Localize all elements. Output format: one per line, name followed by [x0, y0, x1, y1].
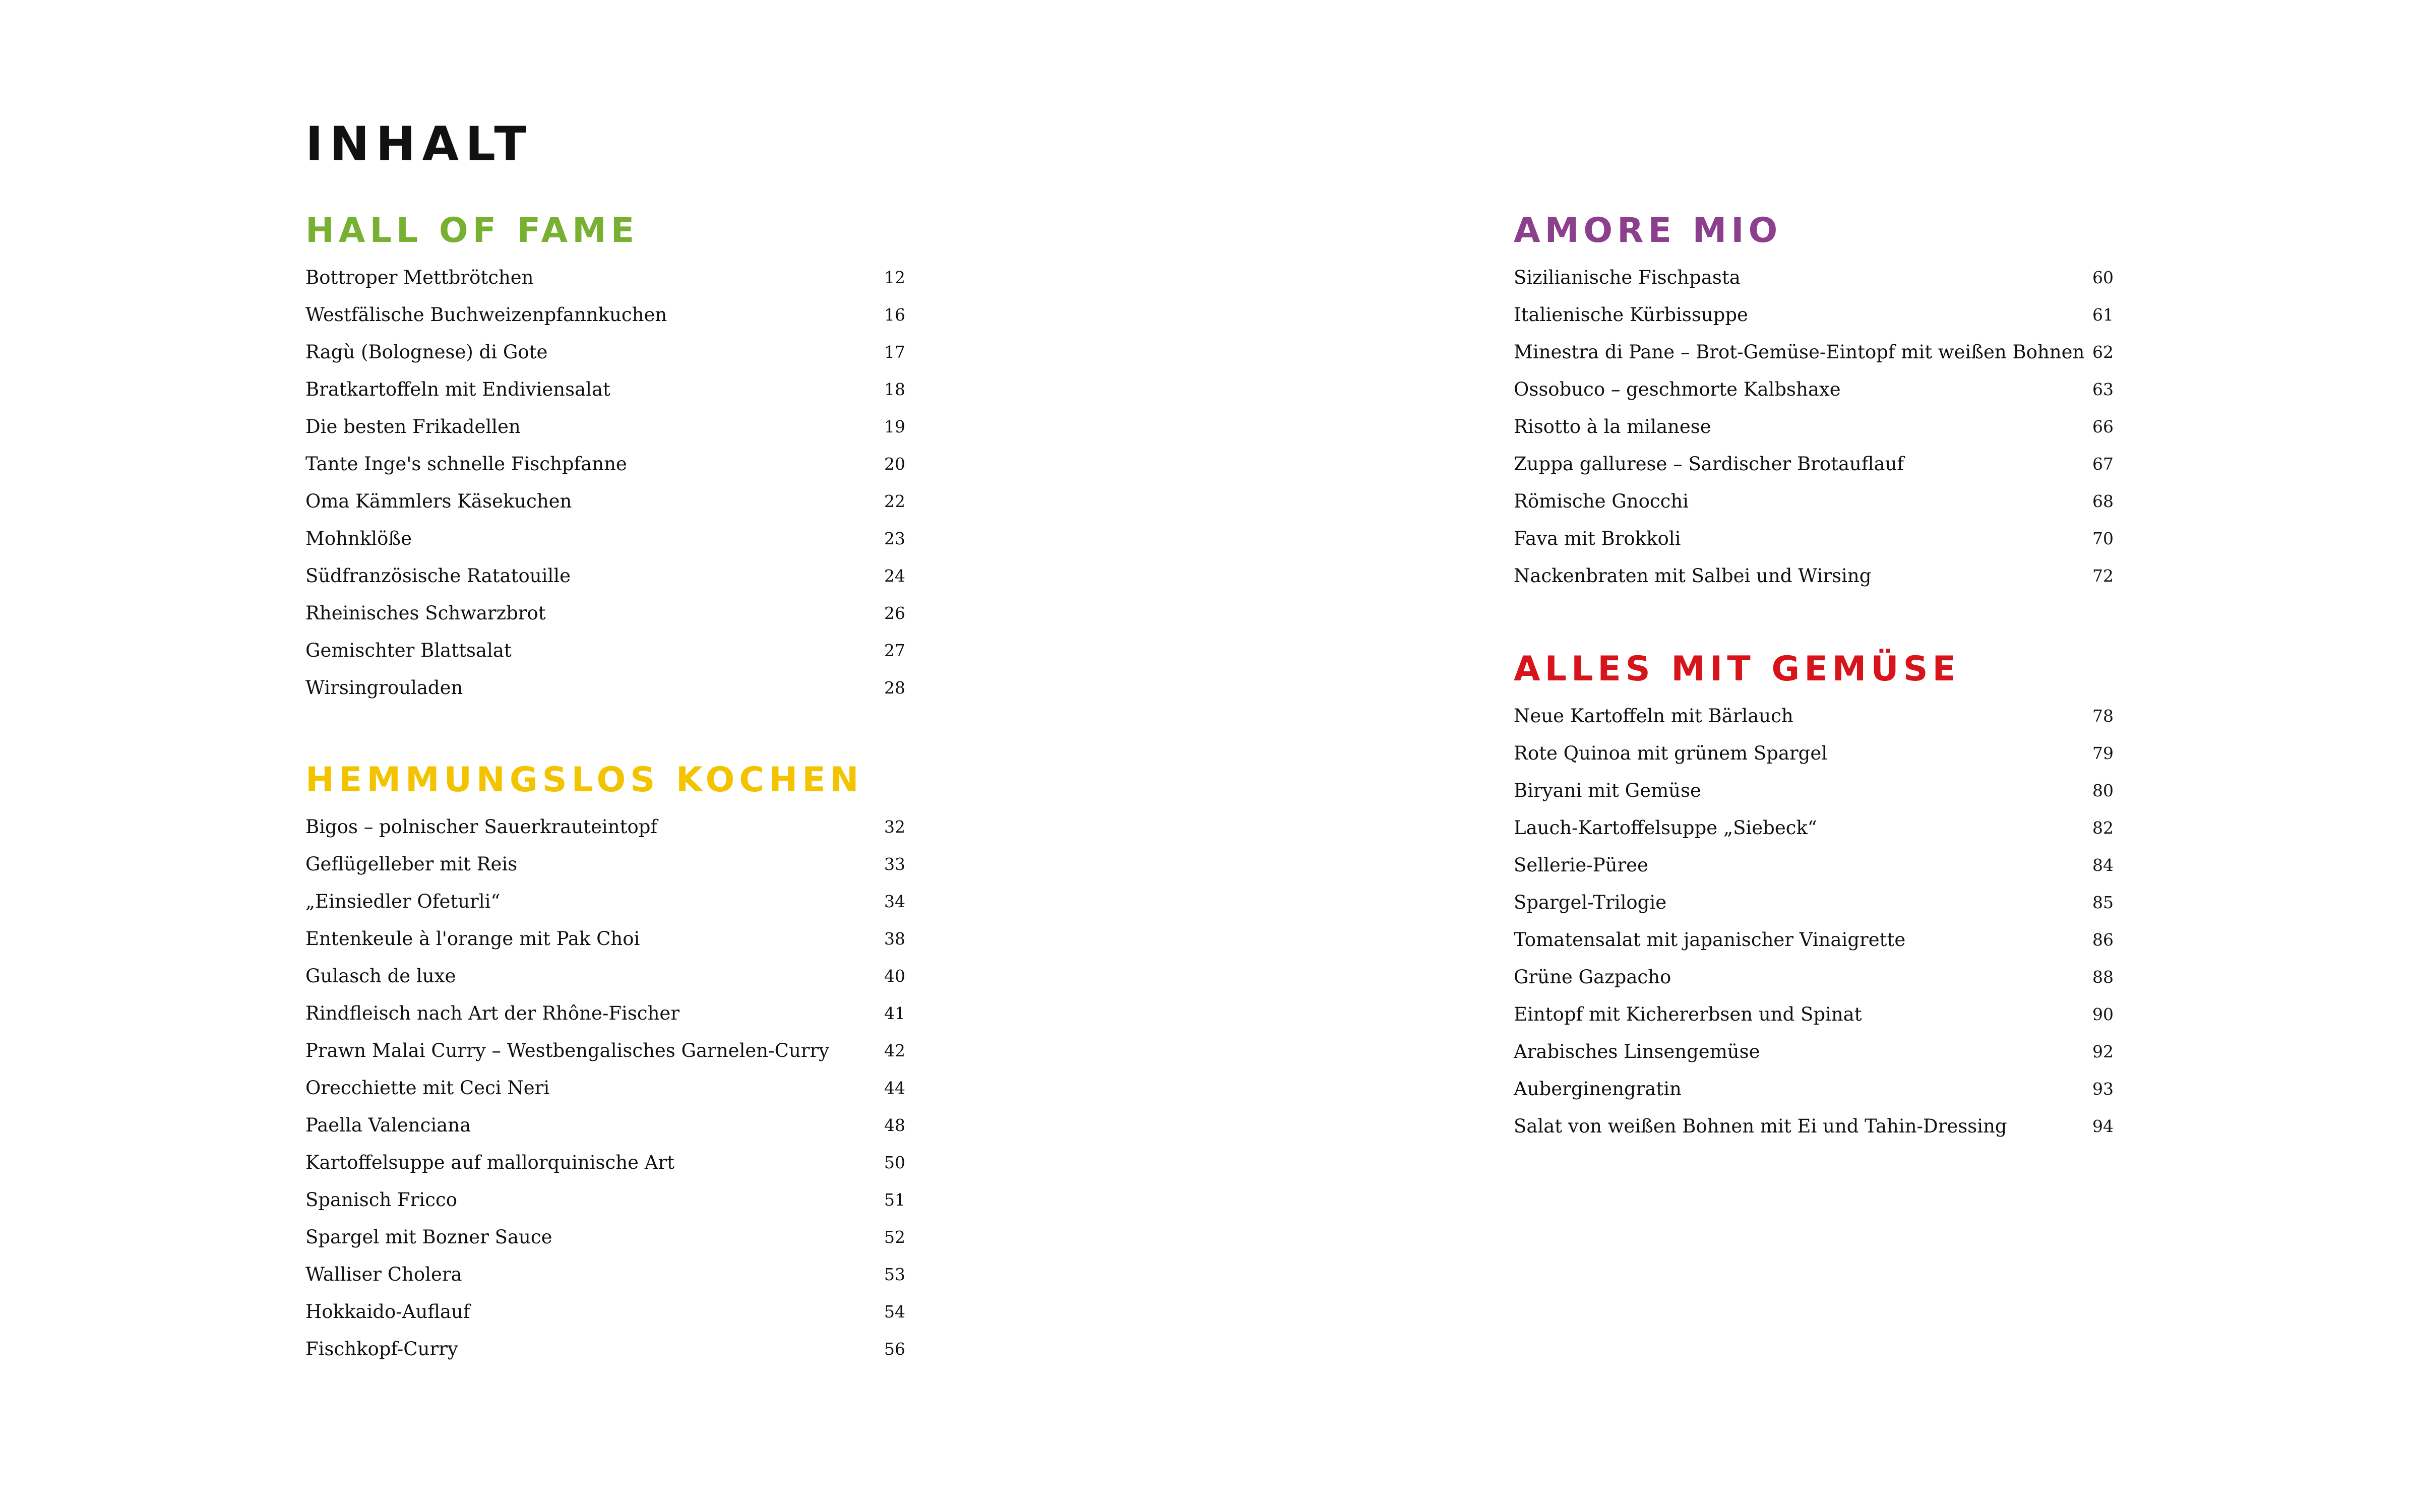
toc-item-title: Geflügelleber mit Reis: [305, 853, 518, 875]
toc-item-title: Orecchiette mit Ceci Neri: [305, 1077, 550, 1099]
toc-item: [305, 557, 905, 595]
toc-item-title: Lauch-Kartoffelsuppe „Siebeck“: [1514, 817, 1817, 839]
toc-item-page-number: 12: [884, 268, 905, 287]
toc-item-page-number: 85: [2092, 893, 2114, 912]
toc-item-title: Hokkaido-Auflauf: [305, 1301, 470, 1322]
toc-item-title: Grüne Gazpacho: [1514, 966, 1671, 988]
toc-item: [305, 883, 905, 920]
toc-item-title: Wirsingrouladen: [305, 677, 463, 699]
toc-item-page-number: 86: [2092, 930, 2114, 950]
toc-item: [305, 1181, 905, 1219]
toc-item-title: Bigos – polnischer Sauerkrauteintopf: [305, 816, 658, 838]
toc-item-page-number: 54: [884, 1302, 905, 1321]
toc-item-title: Salat von weißen Bohnen mit Ei und Tahin-Dressing: [1514, 1115, 2007, 1137]
toc-item-title: Arabisches Linsengemüse: [1514, 1041, 1760, 1062]
toc-item-title: Spanisch Fricco: [305, 1189, 457, 1211]
toc-item: [305, 920, 905, 958]
section-title: AMORE MIO: [1514, 211, 1782, 250]
toc-list: [1514, 698, 2114, 1145]
toc-item: [305, 1069, 905, 1107]
toc-item-page-number: 19: [884, 417, 905, 436]
toc-item-title: Mohnklöße: [305, 528, 412, 549]
toc-item-page-number: 90: [2092, 1004, 2114, 1024]
toc-item-title: Ossobuco – geschmorte Kalbshaxe: [1514, 379, 1841, 400]
toc-item: [305, 632, 905, 669]
toc-item: [1514, 809, 2114, 847]
toc-item: [1514, 371, 2114, 408]
toc-item-page-number: 53: [884, 1265, 905, 1284]
toc-item: [1514, 1070, 2114, 1108]
toc-item-page-number: 51: [884, 1190, 905, 1210]
toc-item-title: Risotto à la milanese: [1514, 416, 1711, 437]
toc-item-page-number: 34: [884, 892, 905, 911]
toc-item-page-number: 82: [2092, 818, 2114, 838]
toc-item-page-number: 52: [884, 1227, 905, 1247]
toc-item: [1514, 698, 2114, 735]
toc-item: [1514, 446, 2114, 483]
toc-item: [305, 1219, 905, 1256]
toc-item-title: Walliser Cholera: [305, 1264, 462, 1285]
toc-item-page-number: 26: [884, 603, 905, 623]
section-alles-mit-gemuese: [1514, 649, 2114, 1145]
toc-item-page-number: 22: [884, 491, 905, 511]
toc-item-page-number: 61: [2092, 305, 2114, 325]
toc-item-title: Tante Inge's schnelle Fischpfanne: [305, 453, 627, 475]
toc-item-page-number: 80: [2092, 781, 2114, 800]
section-amore-mio: [1514, 211, 2114, 595]
toc-item-page-number: 18: [884, 380, 905, 399]
toc-item-title: Sellerie-Püree: [1514, 854, 1648, 876]
toc-item: [305, 483, 905, 520]
toc-item: [1514, 847, 2114, 884]
toc-item-page-number: 94: [2092, 1116, 2114, 1136]
toc-item-title: Neue Kartoffeln mit Bärlauch: [1514, 705, 1793, 727]
toc-item-page-number: 42: [884, 1041, 905, 1060]
toc-item: [305, 446, 905, 483]
toc-item: [1514, 296, 2114, 334]
toc-item-page-number: 50: [884, 1153, 905, 1172]
toc-item-title: Bottroper Mettbrötchen: [305, 267, 534, 288]
toc-item-page-number: 70: [2092, 529, 2114, 548]
toc-item-title: Prawn Malai Curry – Westbengalisches Garnelen-Curry: [305, 1040, 830, 1061]
toc-item: [1514, 1108, 2114, 1145]
toc-item-page-number: 72: [2092, 566, 2114, 586]
toc-item-page-number: 32: [884, 817, 905, 837]
page-title: INHALT: [305, 117, 533, 172]
toc-item: [1514, 959, 2114, 996]
toc-item-title: Oma Kämmlers Käsekuchen: [305, 490, 572, 512]
toc-item-title: Biryani mit Gemüse: [1514, 780, 1701, 801]
toc-item-page-number: 60: [2092, 268, 2114, 287]
toc-list: [305, 808, 905, 1368]
toc-item: [305, 1256, 905, 1293]
toc-item: [305, 846, 905, 883]
toc-item-title: Entenkeule à l'orange mit Pak Choi: [305, 928, 640, 950]
toc-item: [305, 958, 905, 995]
toc-item-page-number: 44: [884, 1078, 905, 1098]
toc-item-title: Südfranzösische Ratatouille: [305, 565, 571, 587]
toc-item-title: Gemischter Blattsalat: [305, 640, 512, 661]
toc-item-page-number: 68: [2092, 491, 2114, 511]
toc-list: [305, 259, 905, 707]
toc-item-page-number: 24: [884, 566, 905, 586]
toc-item: [1514, 408, 2114, 446]
toc-item: [1514, 772, 2114, 809]
toc-item: [305, 259, 905, 296]
toc-item-page-number: 56: [884, 1339, 905, 1359]
toc-item-page-number: 17: [884, 342, 905, 362]
toc-item-title: Fischkopf-Curry: [305, 1338, 458, 1360]
toc-item: [305, 371, 905, 408]
toc-item: [305, 669, 905, 707]
toc-item-title: Spargel mit Bozner Sauce: [305, 1226, 552, 1248]
toc-item: [305, 408, 905, 446]
toc-item: [305, 1331, 905, 1368]
toc-item-page-number: 40: [884, 966, 905, 986]
toc-item-page-number: 48: [884, 1115, 905, 1135]
toc-item: [1514, 259, 2114, 296]
toc-item-page-number: 93: [2092, 1079, 2114, 1099]
section-hall-of-fame: [305, 211, 905, 707]
toc-item-page-number: 79: [2092, 743, 2114, 763]
toc-item-page-number: 84: [2092, 855, 2114, 875]
toc-item-page-number: 23: [884, 529, 905, 548]
toc-item: [1514, 735, 2114, 772]
toc-item-page-number: 20: [884, 454, 905, 474]
section-title: HEMMUNGSLOS KOCHEN: [305, 760, 863, 800]
toc-item: [305, 995, 905, 1032]
toc-item: [1514, 520, 2114, 557]
toc-item-title: Nackenbraten mit Salbei und Wirsing: [1514, 565, 1872, 587]
toc-item-title: Die besten Frikadellen: [305, 416, 521, 437]
toc-item-page-number: 67: [2092, 454, 2114, 474]
toc-item-title: Bratkartoffeln mit Endiviensalat: [305, 379, 610, 400]
toc-item-page-number: 66: [2092, 417, 2114, 436]
toc-item: [1514, 996, 2114, 1033]
toc-item-title: Tomatensalat mit japanischer Vinaigrette: [1514, 929, 1906, 951]
toc-item: [305, 808, 905, 846]
toc-list: [1514, 259, 2114, 595]
toc-item-title: Kartoffelsuppe auf mallorquinische Art: [305, 1152, 674, 1173]
toc-item-page-number: 33: [884, 854, 905, 874]
toc-item-page-number: 27: [884, 641, 905, 660]
toc-item-title: Westfälische Buchweizenpfannkuchen: [305, 304, 667, 326]
toc-item-title: Sizilianische Fischpasta: [1514, 267, 1741, 288]
toc-item-title: Spargel-Trilogie: [1514, 892, 1667, 913]
toc-item: [1514, 1033, 2114, 1070]
toc-item-title: Zuppa gallurese – Sardischer Brotauflauf: [1514, 453, 1904, 475]
toc-item: [1514, 334, 2114, 371]
toc-item-page-number: 28: [884, 678, 905, 698]
toc-item-title: Rote Quinoa mit grünem Spargel: [1514, 742, 1828, 764]
toc-item: [305, 520, 905, 557]
toc-item: [305, 1107, 905, 1144]
toc-item-page-number: 92: [2092, 1042, 2114, 1061]
toc-item-title: Auberginengratin: [1514, 1078, 1682, 1100]
section-hemmungslos-kochen: [305, 760, 905, 1368]
toc-item-page-number: 16: [884, 305, 905, 325]
toc-item-title: Ragù (Bolognese) di Gote: [305, 341, 548, 363]
toc-item-title: Eintopf mit Kichererbsen und Spinat: [1514, 1003, 1862, 1025]
toc-item: [305, 1293, 905, 1331]
toc-item-title: „Einsiedler Ofeturli“: [305, 891, 501, 912]
toc-item: [1514, 921, 2114, 959]
toc-item: [305, 595, 905, 632]
toc-item-page-number: 78: [2092, 706, 2114, 726]
section-title: ALLES MIT GEMÜSE: [1514, 649, 1960, 689]
toc-item-page-number: 63: [2092, 380, 2114, 399]
toc-item-title: Minestra di Pane – Brot-Gemüse-Eintopf mit weißen Bohnen: [1514, 341, 2085, 363]
toc-item-title: Italienische Kürbissuppe: [1514, 304, 1748, 326]
toc-item-title: Rheinisches Schwarzbrot: [305, 602, 546, 624]
toc-item: [1514, 483, 2114, 520]
section-title: HALL OF FAME: [305, 211, 639, 250]
toc-item-page-number: 88: [2092, 967, 2114, 987]
toc-item-page-number: 38: [884, 929, 905, 949]
toc-item-title: Paella Valenciana: [305, 1114, 471, 1136]
toc-item: [305, 1032, 905, 1069]
toc-item-title: Rindfleisch nach Art der Rhône-Fischer: [305, 1002, 680, 1024]
toc-item-page-number: 62: [2092, 342, 2114, 362]
toc-item: [305, 296, 905, 334]
toc-item: [1514, 557, 2114, 595]
toc-item-title: Römische Gnocchi: [1514, 490, 1689, 512]
toc-item-title: Fava mit Brokkoli: [1514, 528, 1681, 549]
toc-item-title: Gulasch de luxe: [305, 965, 456, 987]
toc-item: [1514, 884, 2114, 921]
toc-item-page-number: 41: [884, 1003, 905, 1023]
toc-item: [305, 1144, 905, 1181]
toc-item: [305, 334, 905, 371]
